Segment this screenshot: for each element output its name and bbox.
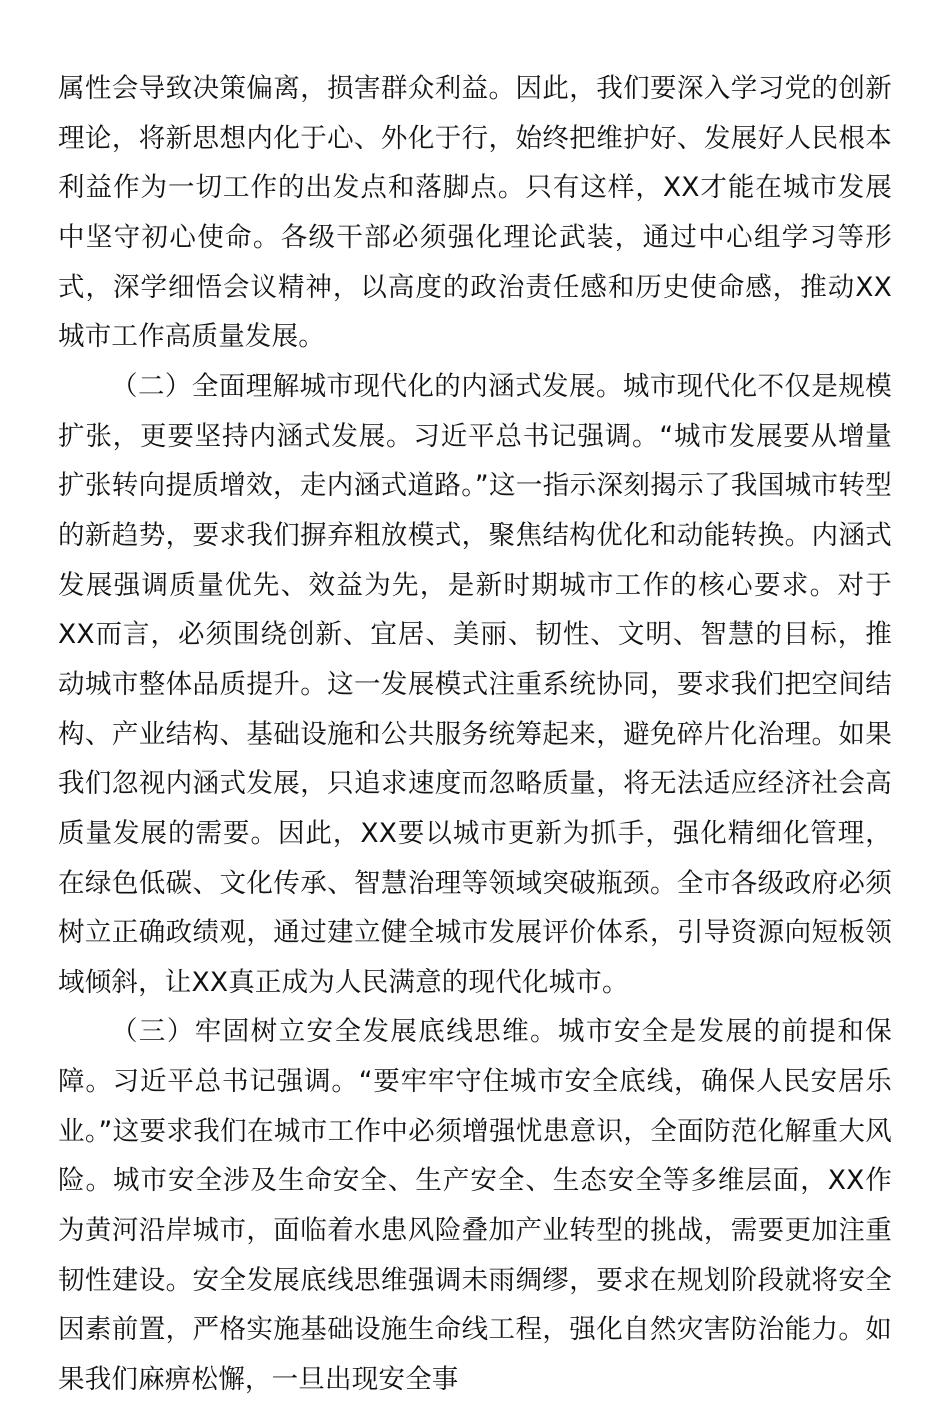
paragraph-section-three: （三）牢固树立安全发展底线思维。城市安全是发展的前提和保障。习近平总书记强调。“要牢牢守住城市安全底线，确保人民安居乐业。”这要求我们在城市工作中必须增强忧患意识，全面防范化解重大风险。城市安全涉及生命安全、生产安全、生态安全等多维层面，XX作为黄河沿岸城市，面临着水患风险叠加产业转型的挑战，需要更加注重韧性建设。安全发展底线思维强调未雨绸缪，要求在规划阶段就将安全因素前置，严格实施基础设施生命线工程，强化自然灾害防治能力。如果我们麻痹松懈，一旦出现安全事 xyxy=(58,1016,892,1396)
paragraph-section-two: （二）全面理解城市现代化的内涵式发展。城市现代化不仅是规模扩张，更要坚持内涵式发展。习近平总书记强调。“城市发展要从增量扩张转向提质增效，走内涵式道路。”这一指示深刻揭示了我国城市转型的新趋势，要求我们摒弃粗放模式，聚焦结构优化和动能转换。内涵式发展强调质量优先、效益为先，是新时期城市工作的核心要求。对于XX而言，必须围绕创新、宜居、美丽、韧性、文明、智慧的目标，推动城市整体品质提升。这一发展模式注重系统协同，要求我们把空间结构、产业结构、基础设施和公共服务统筹起来，避免碎片化治理。如果我们忽视内涵式发展，只追求速度而忽略质量，将无法适应经济社会高质量发展的需要。因此，XX要以城市更新为抓手，强化精细化管理，在绿色低碳、文化传承、智慧治理等领域突破瓶颈。全市各级政府必须树立正确政绩观，通过建立健全城市发展评价体系，引导资源向短板领域倾斜，让XX真正成为人民满意的现代化城市。 xyxy=(58,370,892,998)
paragraph-continuation: 属性会导致决策偏离，损害群众利益。因此，我们要深入学习党的创新理论，将新思想内化于心、外化于行，始终把维护好、发展好人民根本利益作为一切工作的出发点和落脚点。只有这样，XX才能在城市发展中坚守初心使命。各级干部必须强化理论武装，通过中心组学习等形式，深学细悟会议精神，以高度的政治责任感和历史使命感，推动XX城市工作高质量发展。 xyxy=(58,73,892,353)
document-page xyxy=(58,64,892,1405)
